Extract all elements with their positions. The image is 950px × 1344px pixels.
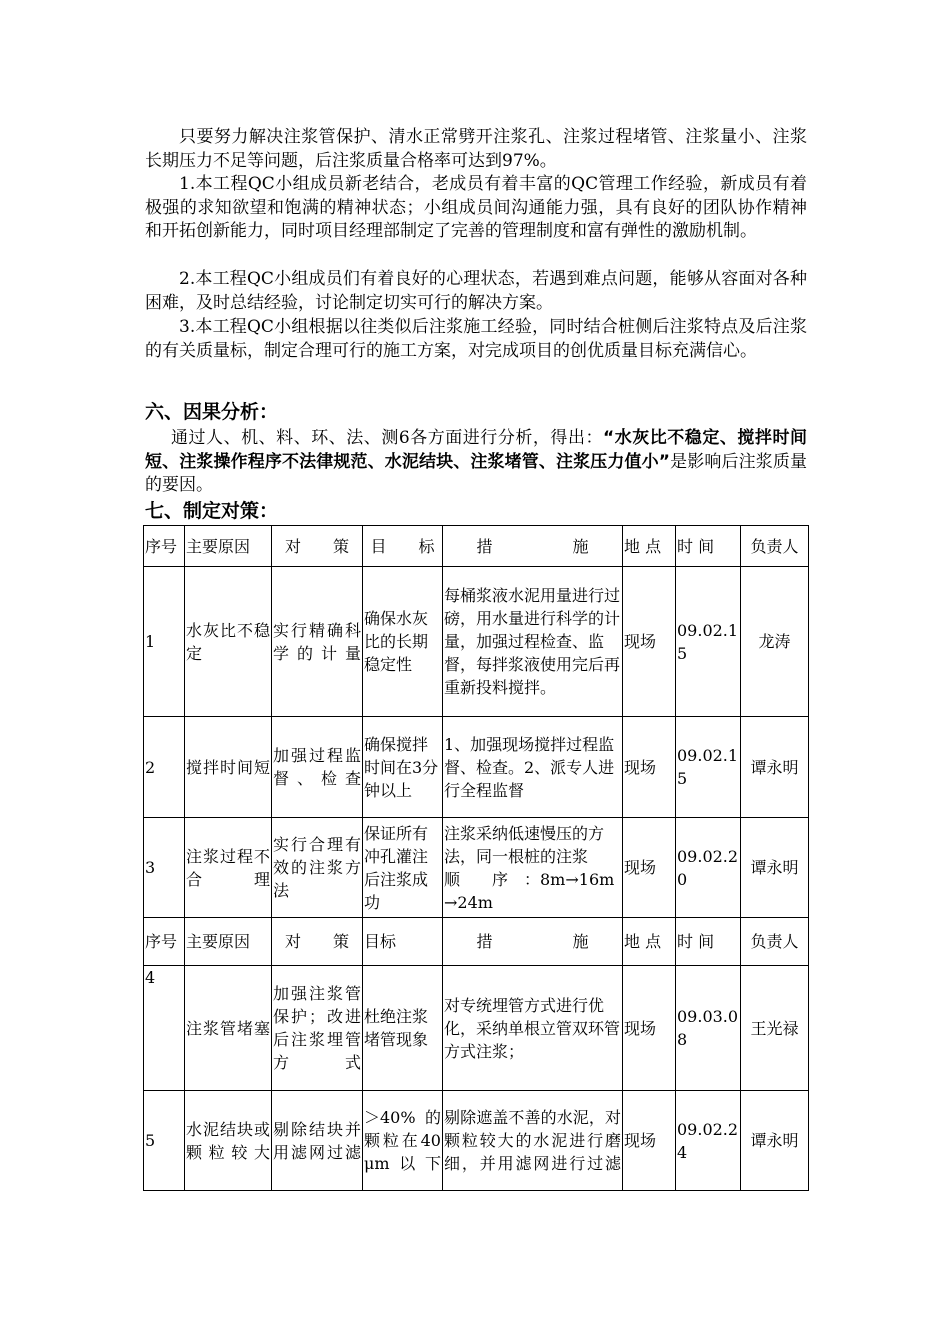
location: 现场 (623, 567, 676, 717)
measures: 剔除遮盖不善的水泥，对颗粒较大的水泥进行磨细，并用滤网进行过滤 (443, 1091, 623, 1191)
countermeasure: 加强注浆管保护；改进后注浆埋管方式 (272, 966, 363, 1091)
location: 现场 (623, 818, 676, 918)
measures: 对专统埋管方式进行优化，采纳单根立管双环管方式注浆； (443, 966, 623, 1091)
table-header-row-repeat (144, 918, 809, 966)
table-row (144, 567, 809, 717)
header-cell: 对 策 (272, 526, 363, 567)
table-row (144, 1091, 809, 1191)
header-cell: 措 施 (443, 526, 623, 567)
measures: 1、加强现场搅拌过程监督、检查。2、派专人进行全程监督 (443, 717, 623, 818)
date: 09.02.15 (676, 567, 741, 717)
header-cell: 负责人 (741, 526, 809, 567)
measures: 注浆采纳低速慢压的方法，同一根桩的注浆 顺 序 ：8m→16m→24m (443, 818, 623, 918)
row-number: 4 (144, 966, 185, 1091)
header-cell: 目 标 (363, 526, 443, 567)
paragraph-point-2: 2.本工程QC小组成员们有着良好的心理状态，若遇到难点问题，能够从容面对各种困难，及时总结经验，讨论制定切实可行的解决方案。 (145, 269, 807, 313)
main-cause: 水泥结块或颗粒较大 (185, 1091, 272, 1191)
countermeasure: 剔除结块并用滤网过滤 (272, 1091, 363, 1191)
owner: 龙涛 (741, 567, 809, 717)
location: 现场 (623, 1091, 676, 1191)
target: 杜绝注浆堵管现象 (363, 966, 443, 1091)
target: ＞40%的颗粒在40μm以下 (363, 1091, 443, 1191)
row-number: 3 (144, 818, 185, 918)
main-cause: 注浆过程不合理 (185, 818, 272, 918)
header-cell: 目标 (363, 918, 443, 966)
owner: 王光禄 (741, 966, 809, 1091)
header-cell: 措 施 (443, 918, 623, 966)
date: 09.03.08 (676, 966, 741, 1091)
table-header-row (144, 526, 809, 567)
countermeasure: 实行合理有效的注浆方法 (272, 818, 363, 918)
header-cell: 序号 (144, 918, 185, 966)
row-number: 2 (144, 717, 185, 818)
table-row (144, 966, 809, 1091)
location: 现场 (623, 966, 676, 1091)
date: 09.02.24 (676, 1091, 741, 1191)
countermeasure-table (143, 525, 809, 1191)
target: 保证所有冲孔灌注后注浆成功 (363, 818, 443, 918)
date: 09.02.20 (676, 818, 741, 918)
header-cell: 负责人 (741, 918, 809, 966)
main-cause: 水灰比不稳定 (185, 567, 272, 717)
target: 确保搅拌时间在3分钟以上 (363, 717, 443, 818)
header-cell: 对 策 (272, 918, 363, 966)
countermeasure: 实行精确科学的计量 (272, 567, 363, 717)
header-cell: 时 间 (676, 526, 741, 567)
paragraph-point-3: 3.本工程QC小组根据以往类似后注浆施工经验，同时结合桩侧后注浆特点及后注浆的有关质量标，制定合理可行的施工方案，对完成项目的创优质量目标充满信心。 (145, 317, 807, 361)
section-6-heading: 六、因果分析： (145, 401, 279, 423)
date: 09.02.15 (676, 717, 741, 818)
owner: 谭永明 (741, 717, 809, 818)
owner: 谭永明 (741, 818, 809, 918)
header-cell: 地 点 (623, 918, 676, 966)
paragraph-intro: 只要努力解决注浆管保护、清水正常劈开注浆孔、注浆过程堵管、注浆量小、注浆长期压力不足等问题，后注浆质量合格率可达到97%。 (145, 127, 807, 171)
header-cell: 主要原因 (185, 918, 272, 966)
header-cell: 时 间 (676, 918, 741, 966)
countermeasure: 加强过程监督、检查 (272, 717, 363, 818)
main-cause: 注浆管堵塞 (185, 966, 272, 1091)
target: 确保水灰比的长期稳定性 (363, 567, 443, 717)
table-row (144, 818, 809, 918)
header-cell: 地 点 (623, 526, 676, 567)
section-7-heading: 七、制定对策： (145, 500, 279, 522)
row-number: 5 (144, 1091, 185, 1191)
main-cause: 搅拌时间短 (185, 717, 272, 818)
section-6-lead: 通过人、机、料、环、法、测6各方面进行分析，得出： (171, 428, 603, 448)
row-number: 1 (144, 567, 185, 717)
owner: 谭永明 (741, 1091, 809, 1191)
measures: 每桶浆液水泥用量进行过磅，用水量进行科学的计量，加强过程检查、监督，每拌浆液使用完后再重新投料搅拌。 (443, 567, 623, 717)
header-cell: 序号 (144, 526, 185, 567)
table-row (144, 717, 809, 818)
section-6-text (145, 427, 807, 498)
header-cell: 主要原因 (185, 526, 272, 567)
section-6-key-causes: “水灰比不稳定、搅拌时间短、注浆操作程序不法律规范、水泥结块、注浆堵管、注浆压力值小” (145, 428, 807, 472)
location: 现场 (623, 717, 676, 818)
paragraph-point-1: 1.本工程QC小组成员新老结合，老成员有着丰富的QC管理工作经验，新成员有着极强的求知欲望和饱满的精神状态；小组成员间沟通能力强，具有良好的团队协作精神和开拓创新能力，同时项目经理部制定了完善的管理制度和富有弹性的激励机制。 (145, 174, 807, 242)
section-6-tail: 是影响后注浆质量的要因。 (145, 451, 808, 496)
